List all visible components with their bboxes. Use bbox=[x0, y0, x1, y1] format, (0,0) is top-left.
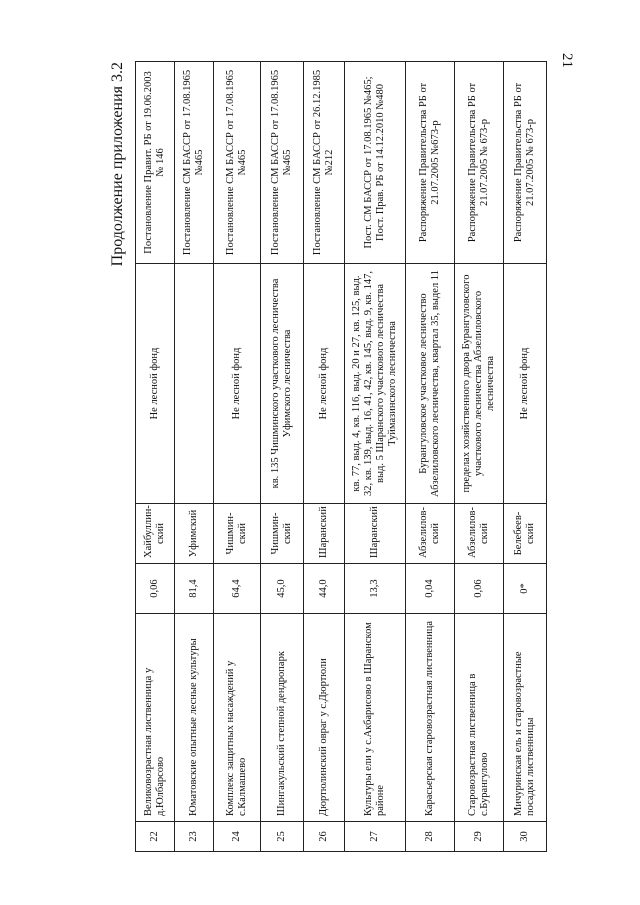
area-value: 0,04 bbox=[406, 564, 455, 614]
district-name: Чишмин-ский bbox=[214, 504, 261, 564]
area-value: 45,0 bbox=[261, 564, 304, 614]
area-value: 13,3 bbox=[345, 564, 406, 614]
district-name: Шаранский bbox=[304, 504, 345, 564]
area-value: 64,4 bbox=[214, 564, 261, 614]
table-row bbox=[261, 62, 304, 852]
appendix-heading: Продолжение приложения 3.2 bbox=[109, 62, 126, 267]
table-row bbox=[455, 62, 504, 852]
row-number: 29 bbox=[455, 822, 504, 852]
page-number: 21 bbox=[559, 52, 575, 68]
legal-document: Пост. СМ БАССР от 17.08.1965 №465; Пост. Прав. РБ от 14.12.2010 №480 bbox=[345, 62, 406, 264]
row-number: 30 bbox=[504, 822, 547, 852]
row-number: 23 bbox=[175, 822, 214, 852]
object-name: Старовозрастная лиственница в с.Бурангулово bbox=[455, 614, 504, 822]
legal-document: Постановление СМ БАССР от 17.08.1965 №465 bbox=[261, 62, 304, 264]
area-value: 0,06 bbox=[136, 564, 175, 614]
table-row bbox=[136, 62, 175, 852]
district-name: Белебеев-ский bbox=[504, 504, 547, 564]
district-name: Чишмин-ский bbox=[261, 504, 304, 564]
location-description: кв. 77, выд. 4, кв. 116, выд. 20 и 27, кв. 125, выд. 32, кв. 139, выд. 16, 41, 42, кв. 145, выд. 9, кв. 147, выд. 5 Шаранского участкового лесничества Туймазинского лесничества bbox=[345, 264, 406, 504]
location-description: Не лесной фонд bbox=[136, 264, 175, 504]
table-row bbox=[304, 62, 345, 852]
table-row bbox=[406, 62, 455, 852]
legal-document: Постановление СМ БАССР от 17.08.1965 №465 bbox=[214, 62, 261, 264]
protected-areas-table bbox=[135, 61, 547, 852]
object-name: Комплекс защитных насаждений у с.Калмашево bbox=[214, 614, 261, 822]
object-name: Мичуринская ель и старовозрастные посадки лиственницы bbox=[504, 614, 547, 822]
location-description: Не лесной фонд bbox=[504, 264, 547, 504]
row-number: 28 bbox=[406, 822, 455, 852]
legal-document: Постановление СМ БАССР от 17.08.1965 №465 bbox=[175, 62, 214, 264]
row-number: 27 bbox=[345, 822, 406, 852]
table-row bbox=[504, 62, 547, 852]
legal-document: Распоряжение Правительства РБ от 21.07.2005 № 673-р bbox=[455, 62, 504, 264]
object-name: Культуры ели у с.Акбарисово в Шаранском районе bbox=[345, 614, 406, 822]
table-row bbox=[175, 62, 214, 852]
object-name: Великовозрастная лиственница у д.Юлбарсово bbox=[136, 614, 175, 822]
area-value: 0,06 bbox=[455, 564, 504, 614]
row-number: 24 bbox=[214, 822, 261, 852]
district-name: Шаранский bbox=[345, 504, 406, 564]
location-description bbox=[175, 264, 214, 504]
object-name: Юматовские опытные лесные культуры bbox=[175, 614, 214, 822]
legal-document: Постановление СМ БАССР от 26.12.1985 №212 bbox=[304, 62, 345, 264]
area-value: 0* bbox=[504, 564, 547, 614]
legal-document: Распоряжение Правительства РБ от 21.07.2005 №673-р bbox=[406, 62, 455, 264]
row-number: 25 bbox=[261, 822, 304, 852]
object-name: Шингакульский степной дендропарк bbox=[261, 614, 304, 822]
location-description: Не лесной фонд bbox=[304, 264, 345, 504]
district-name: Абзелилов-ский bbox=[406, 504, 455, 564]
table-row bbox=[345, 62, 406, 852]
legal-document: Распоряжение Правительства РБ от 21.07.2005 № 673-р bbox=[504, 62, 547, 264]
table-row bbox=[214, 62, 261, 852]
district-name: Уфимский bbox=[175, 504, 214, 564]
area-value: 44,0 bbox=[304, 564, 345, 614]
row-number: 26 bbox=[304, 822, 345, 852]
legal-document: Постановление Правит. РБ от 19.06.2003 № 146 bbox=[136, 62, 175, 264]
row-number: 22 bbox=[136, 822, 175, 852]
location-description: Бурангуловское участковое лесничество Абзелиловского лесничества, квартал 35, выдел 11 bbox=[406, 264, 455, 504]
location-description: пределах хозяйственного двора Бурангуловского участкового лесничества Абзелиловского лесничества bbox=[455, 264, 504, 504]
district-name: Хайбуллин-ский bbox=[136, 504, 175, 564]
location-description: Не лесной фонд bbox=[214, 264, 261, 504]
area-value: 81,4 bbox=[175, 564, 214, 614]
object-name: Карасьерская старовозрастная лиственница bbox=[406, 614, 455, 822]
district-name: Абзелилов-ский bbox=[455, 504, 504, 564]
rotated-document bbox=[107, 62, 536, 852]
location-description: кв. 135 Чишминского участкового лесничества Уфимского лесничества bbox=[261, 264, 304, 504]
object-name: Дюртюлинский овраг у с.Дюртюли bbox=[304, 614, 345, 822]
